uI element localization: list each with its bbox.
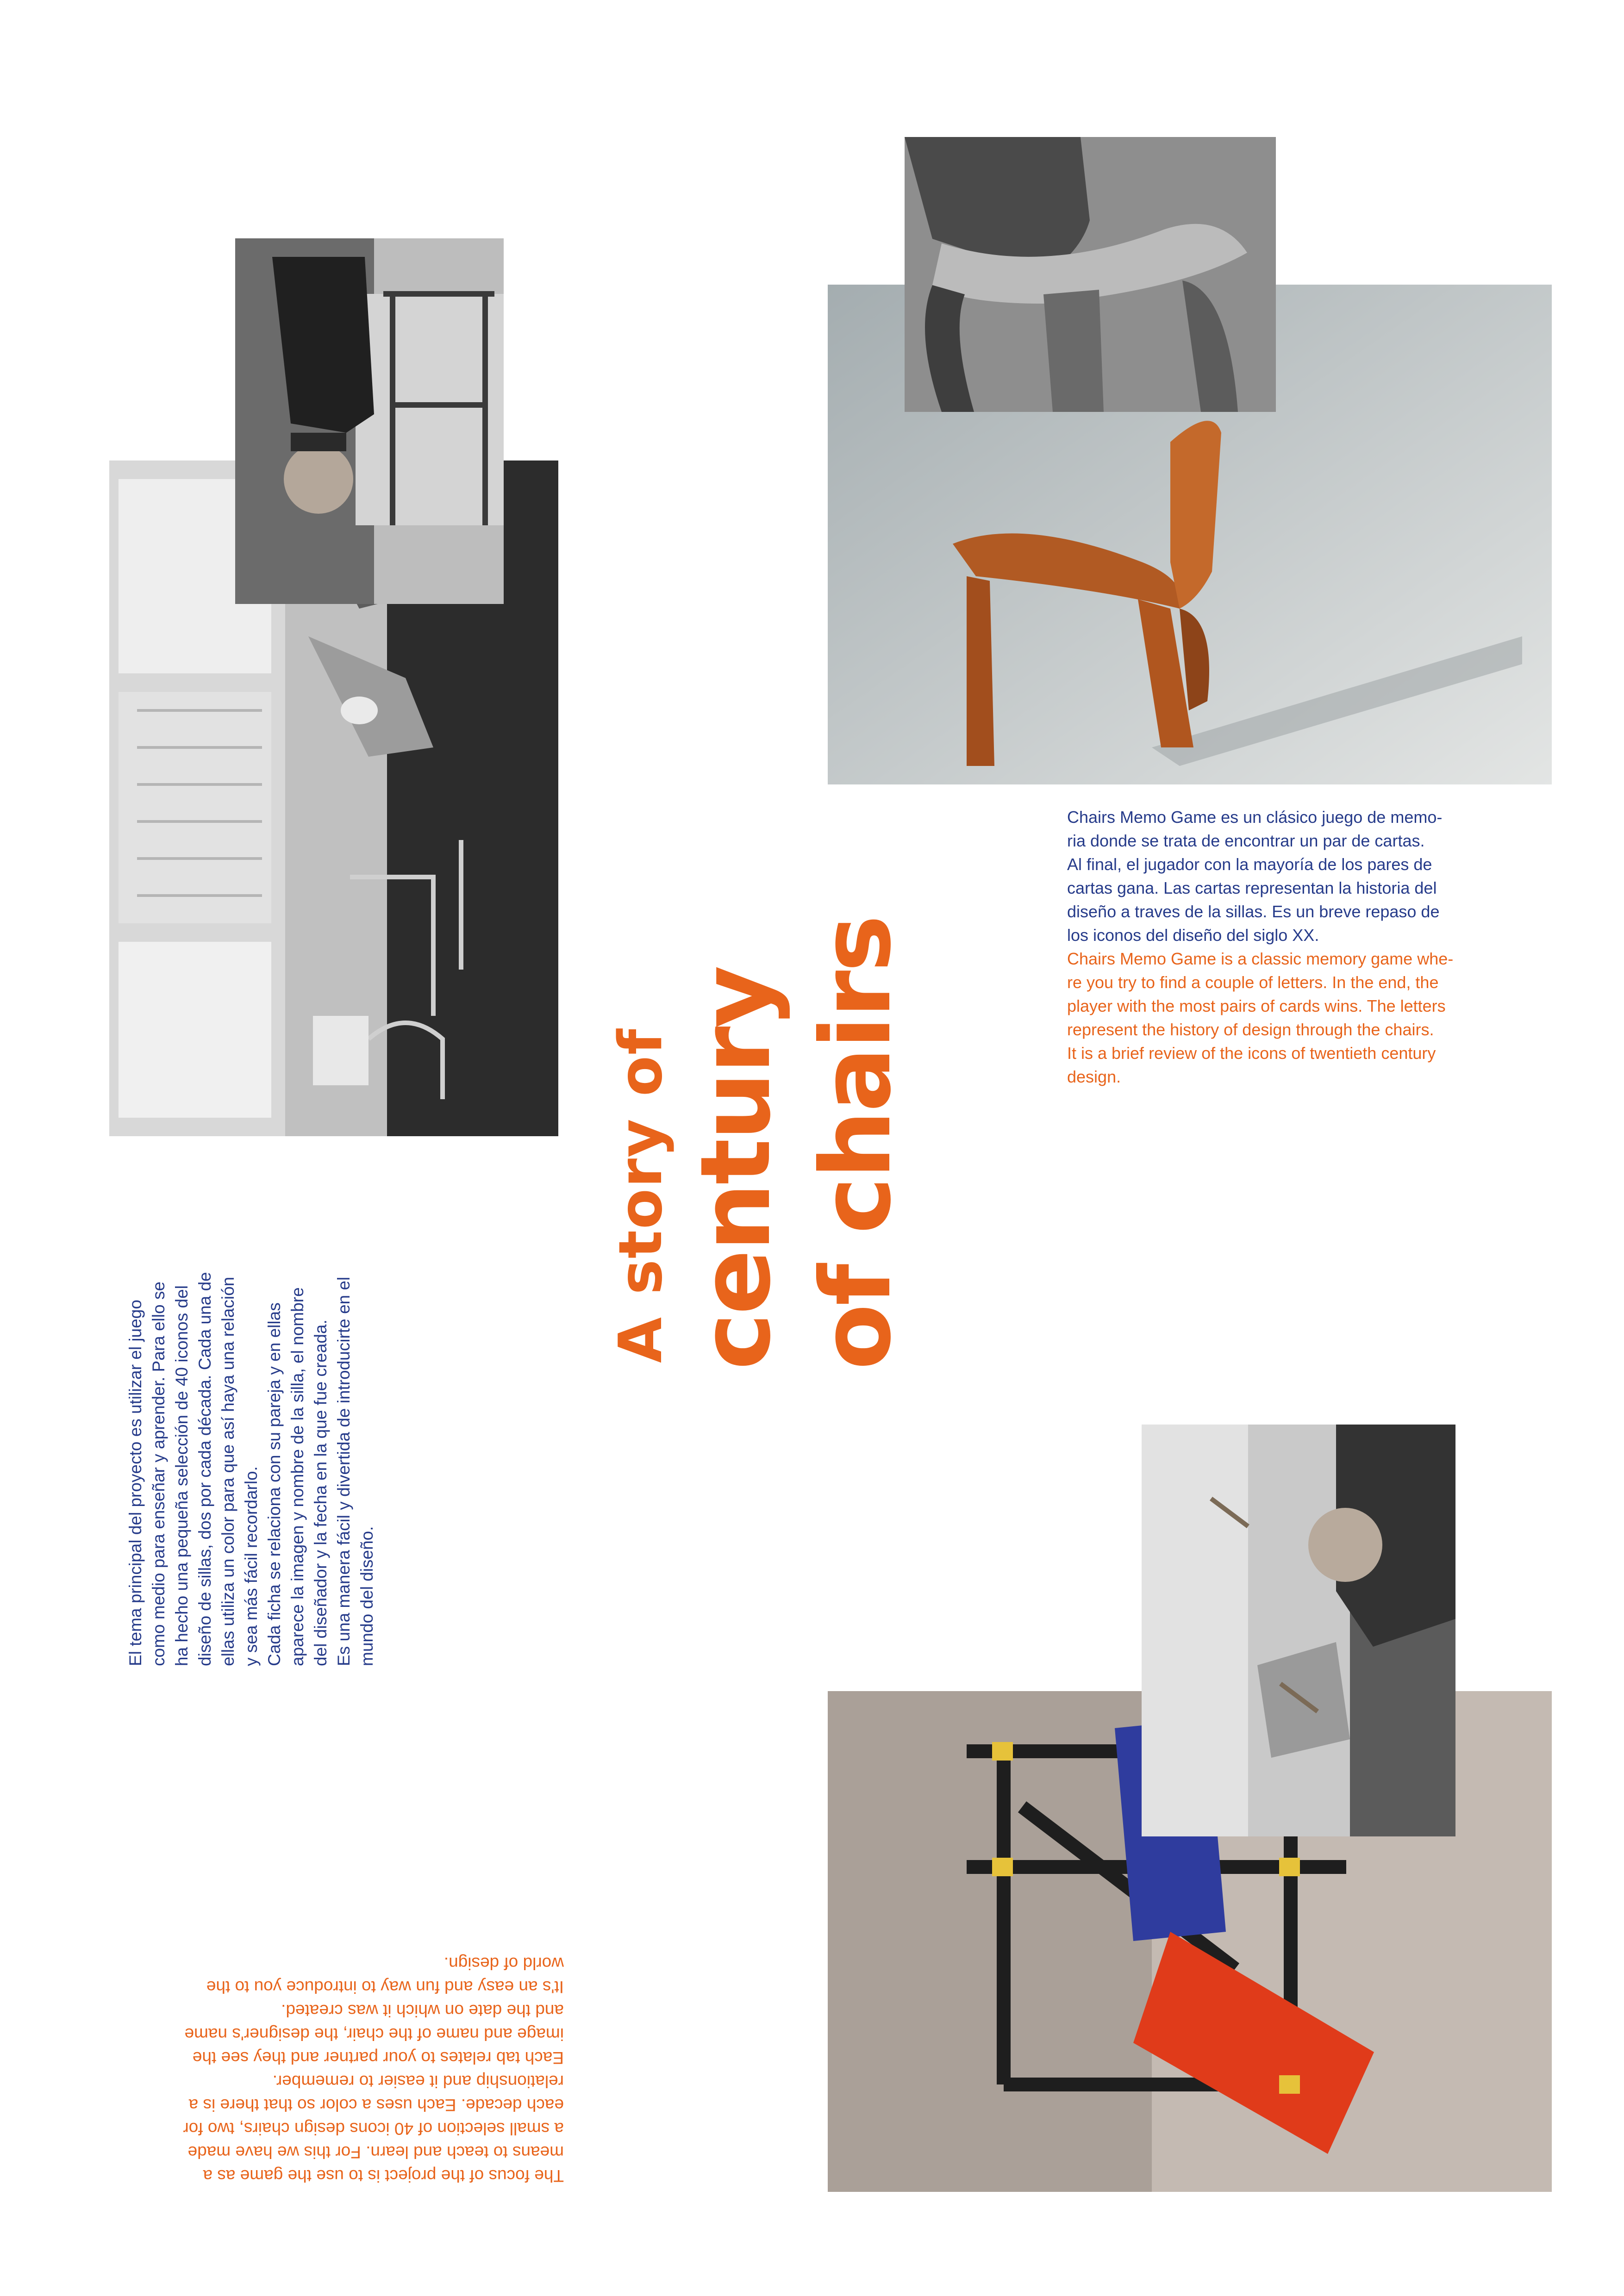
description-english-line: Chairs Memo Game is a classic memory game whe-	[1067, 949, 1454, 968]
title-line-of-chairs: of chairs	[800, 916, 912, 1370]
description-spanish-line: diseño a traves de la sillas. Es un breve repaso de	[1067, 902, 1440, 921]
description-english-line: re you try to find a couple of letters. In the end, the	[1067, 973, 1439, 992]
focus-english-line: Each tab relates to your partner and they see the	[192, 2048, 564, 2067]
focus-english-line: The focus of the project is to use the game as a	[203, 2166, 564, 2185]
focus-english-line: a small selection of 40 icons design chairs, two for	[183, 2119, 564, 2138]
focus-spanish-line: diseño de sillas, dos por cada década. Cada una de	[195, 1272, 214, 1666]
title-line-century: century	[680, 967, 792, 1370]
focus-spanish-line: ellas utiliza un color para que así haya una relación	[219, 1276, 237, 1666]
focus-spanish-line: Cada ficha se relaciona con su pareja y en ellas	[265, 1302, 284, 1666]
page-title	[606, 917, 917, 1370]
focus-spanish-line: como medio para enseñar y aprender. Para ello se	[149, 1282, 168, 1666]
photo-designer-at-workbench	[1142, 1425, 1455, 1836]
focus-spanish-line: mundo del diseño.	[357, 1526, 376, 1666]
description-english-line: represent the history of design through the chairs.	[1067, 1020, 1434, 1039]
focus-english-line: relationship and it easier to remember.	[272, 2072, 564, 2091]
focus-spanish-line: aparece la imagen y nombre de la silla, el nombre	[288, 1287, 307, 1666]
focus-english-line: It's an easy and fun way to introduce you to the	[206, 1978, 564, 1997]
focus-english-line: each decade. Each uses a color so that there is a	[188, 2096, 564, 2115]
focus-text-spanish	[124, 1203, 379, 1666]
description-english-line: It is a brief review of the icons of twentieth century	[1067, 1044, 1436, 1063]
description-spanish-line: Al final, el jugador con la mayoría de los pares de	[1067, 855, 1432, 874]
photo-designer-with-chair	[235, 238, 504, 604]
focus-english-line: means to teach and learn. For this we have made	[187, 2143, 564, 2162]
focus-english-line: and the date on which it was created.	[281, 2001, 564, 2020]
focus-spanish-line: El tema principal del proyecto es utilizar el juego	[126, 1300, 145, 1666]
focus-spanish-line: ha hecho una pequeña selección de 40 iconos del	[172, 1285, 191, 1666]
focus-spanish-line: del diseñador y la fecha en la que fue creada.	[311, 1319, 330, 1666]
description-block	[1067, 805, 1530, 1089]
focus-english-line: image and name of the chair, the designer's name	[184, 2025, 564, 2044]
focus-english-line: world of design.	[443, 1954, 564, 1973]
focus-spanish-line: Es una manera fácil y divertida de introducirte en el	[334, 1276, 353, 1666]
focus-spanish-line: y sea más fácil recordarlo.	[242, 1466, 261, 1666]
description-english-line: player with the most pairs of cards wins. The letters	[1067, 996, 1446, 1015]
description-spanish-line: cartas gana. Las cartas representan la historia del	[1067, 878, 1437, 897]
description-spanish-line: Chairs Memo Game es un clásico juego de memo-	[1067, 808, 1443, 827]
description-english-line: design.	[1067, 1067, 1121, 1086]
description-spanish-line: ria donde se trata de encontrar un par de cartas.	[1067, 831, 1425, 850]
description-spanish-line: los iconos del diseño del siglo XX.	[1067, 926, 1319, 945]
photo-eames-chair-closeup	[905, 137, 1276, 412]
title-small-line: A story of	[606, 1028, 675, 1363]
focus-text-english	[133, 1952, 564, 2188]
